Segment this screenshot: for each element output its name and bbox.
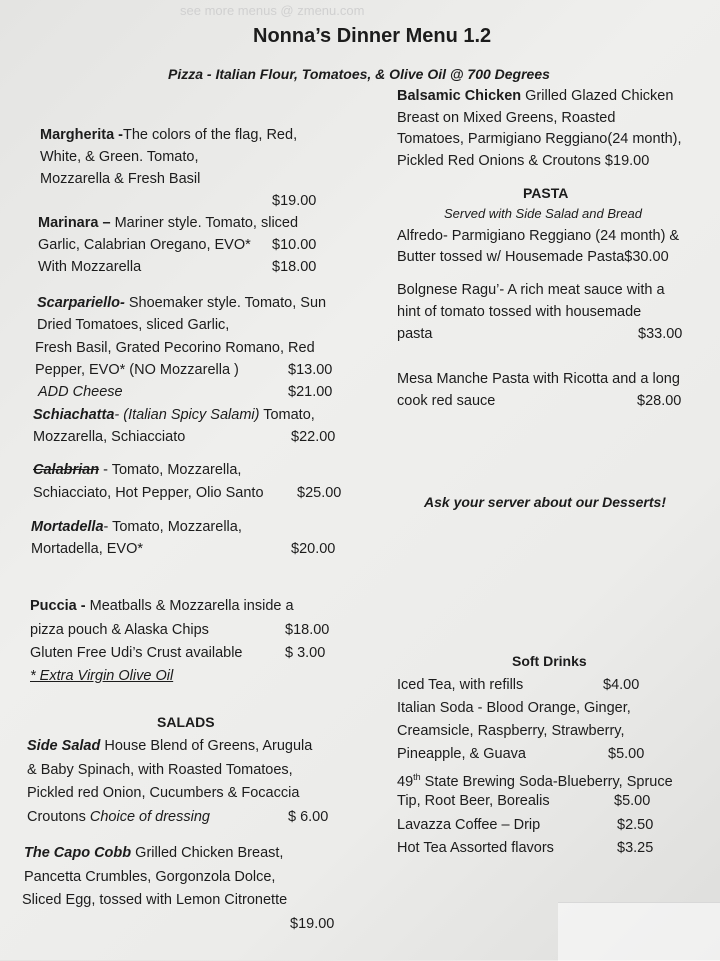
evo-footnote: * Extra Virgin Olive Oil bbox=[30, 668, 174, 684]
item-price: $ 6.00 bbox=[288, 809, 329, 825]
item-desc: - Tomato, Mozzarella, bbox=[103, 519, 242, 535]
item-name: Calabrian bbox=[33, 462, 100, 478]
item-price: $19.00 bbox=[290, 916, 335, 932]
item-desc: Pancetta Crumbles, Gorgonzola Dolce, bbox=[24, 869, 276, 885]
item-desc: Pickled red Onion, Cucumbers & Focaccia bbox=[27, 785, 300, 801]
item-desc: Mariner style. Tomato, sliced bbox=[110, 215, 299, 231]
item-desc: Butter tossed w/ Housemade Pasta$30.00 bbox=[397, 249, 669, 265]
item-price: $33.00 bbox=[638, 326, 683, 342]
soft-drinks-header: Soft Drinks bbox=[512, 653, 587, 669]
item-desc: & Baby Spinach, with Roasted Tomatoes, bbox=[27, 762, 293, 778]
drink-price: $4.00 bbox=[603, 677, 640, 693]
item-desc: Dried Tomatoes, sliced Garlic, bbox=[37, 317, 230, 333]
item-desc: Pickled Red Onions & Croutons $19.00 bbox=[397, 153, 650, 169]
pasta-subtitle: Served with Side Salad and Bread bbox=[444, 206, 643, 221]
item-desc: Grilled Glazed Chicken bbox=[521, 88, 674, 104]
item-desc: The colors of the flag, Red, bbox=[123, 127, 298, 143]
drink-name: Hot Tea Assorted flavors bbox=[397, 840, 554, 856]
item-desc: Mesa Manche Pasta with Ricotta and a long bbox=[397, 371, 680, 387]
item-name: Schiachatta bbox=[33, 407, 115, 423]
item-desc: Breast on Mixed Greens, Roasted bbox=[397, 110, 616, 126]
drink-desc: Tip, Root Beer, Borealis bbox=[397, 793, 550, 809]
pizza-section-header: Pizza - Italian Flour, Tomatoes, & Olive Oil @ 700 Degrees bbox=[168, 66, 550, 82]
drink-name: Lavazza Coffee – Drip bbox=[397, 817, 541, 833]
item-desc: pizza pouch & Alaska Chips bbox=[30, 622, 209, 638]
item-price: $25.00 bbox=[297, 485, 342, 501]
item-desc: Gluten Free Udi’s Crust available bbox=[30, 645, 243, 661]
item-desc: Shoemaker style. Tomato, Sun bbox=[124, 295, 327, 311]
item-subtitle: - (Italian Spicy Salami) bbox=[114, 407, 260, 423]
ordinal-suffix: th bbox=[413, 772, 421, 782]
dressing-choice: Choice of dressing bbox=[89, 809, 210, 825]
drink-name: 49 bbox=[397, 773, 414, 790]
item-desc: cook red sauce bbox=[397, 393, 496, 409]
item-desc: Garlic, Calabrian Oregano, EVO* bbox=[38, 237, 251, 253]
item-price: $13.00 bbox=[288, 362, 333, 378]
item-name: Side Salad bbox=[27, 738, 101, 754]
drink-price: $5.00 bbox=[614, 793, 651, 809]
item-price: $18.00 bbox=[285, 622, 330, 638]
item-desc: With Mozzarella bbox=[38, 259, 142, 275]
drink-name: State Brewing Soda-Blueberry, Spruce bbox=[420, 773, 673, 790]
drink-desc: Pineapple, & Guava bbox=[397, 746, 526, 762]
item-desc: Pepper, EVO* (NO Mozzarella ) bbox=[35, 362, 239, 378]
item-price: $19.00 bbox=[272, 193, 317, 209]
item-price: $22.00 bbox=[291, 429, 336, 445]
item-name: Scarpariello- bbox=[37, 295, 125, 311]
salads-header: SALADS bbox=[157, 714, 215, 730]
item-price: $20.00 bbox=[291, 541, 336, 557]
item-desc: Tomato, bbox=[259, 407, 315, 423]
desserts-note: Ask your server about our Desserts! bbox=[424, 494, 666, 510]
item-desc: Mortadella, EVO* bbox=[31, 541, 144, 557]
pasta-header: PASTA bbox=[523, 185, 569, 201]
drink-price: $5.00 bbox=[608, 746, 645, 762]
corner-overlay bbox=[558, 902, 720, 961]
watermark: see more menus @ zmenu.com bbox=[180, 3, 365, 18]
item-price: $10.00 bbox=[272, 237, 317, 253]
add-cheese-label: ADD Cheese bbox=[38, 384, 123, 400]
item-desc: hint of tomato tossed with housemade bbox=[397, 304, 642, 320]
item-name: Balsamic Chicken bbox=[397, 88, 522, 104]
drink-name: Iced Tea, with refills bbox=[397, 677, 524, 693]
item-desc: Mozzarella, Schiacciato bbox=[33, 429, 186, 445]
item-desc: - Tomato, Mozzarella, bbox=[99, 462, 242, 478]
item-price: $28.00 bbox=[637, 393, 682, 409]
item-desc: Tomatoes, Parmigiano Reggiano(24 month), bbox=[397, 131, 682, 147]
item-price: $18.00 bbox=[272, 259, 317, 275]
item-desc: Grilled Chicken Breast, bbox=[131, 845, 284, 861]
item-desc: Schiacciato, Hot Pepper, Olio Santo bbox=[33, 485, 264, 501]
drink-desc: Creamsicle, Raspberry, Strawberry, bbox=[397, 723, 625, 739]
item-name: The Capo Cobb bbox=[24, 845, 132, 861]
item-desc: Bolgnese Ragu’- A rich meat sauce with a bbox=[397, 282, 665, 298]
drink-price: $3.25 bbox=[617, 840, 654, 856]
item-price: $ 3.00 bbox=[285, 645, 326, 661]
item-desc: Croutons bbox=[27, 809, 90, 825]
item-name: Mortadella bbox=[31, 519, 104, 535]
menu-title: Nonna’s Dinner Menu 1.2 bbox=[253, 25, 492, 47]
item-price: $21.00 bbox=[288, 384, 333, 400]
item-desc: Fresh Basil, Grated Pecorino Romano, Red bbox=[35, 340, 315, 356]
drink-name: Italian Soda - Blood Orange, Ginger, bbox=[397, 700, 631, 716]
item-desc: Sliced Egg, tossed with Lemon Citronette bbox=[22, 892, 288, 908]
item-desc: Mozzarella & Fresh Basil bbox=[40, 171, 201, 187]
item-desc: White, & Green. Tomato, bbox=[40, 149, 199, 165]
item-desc: House Blend of Greens, Arugula bbox=[100, 738, 313, 754]
item-name: Puccia - bbox=[30, 598, 86, 614]
item-desc: pasta bbox=[397, 326, 433, 342]
item-desc: Alfredo- Parmigiano Reggiano (24 month) & bbox=[397, 228, 680, 244]
item-desc: Meatballs & Mozzarella inside a bbox=[85, 598, 294, 614]
drink-price: $2.50 bbox=[617, 817, 654, 833]
item-name: Marinara – bbox=[38, 215, 111, 231]
item-name: Margherita - bbox=[40, 127, 123, 143]
